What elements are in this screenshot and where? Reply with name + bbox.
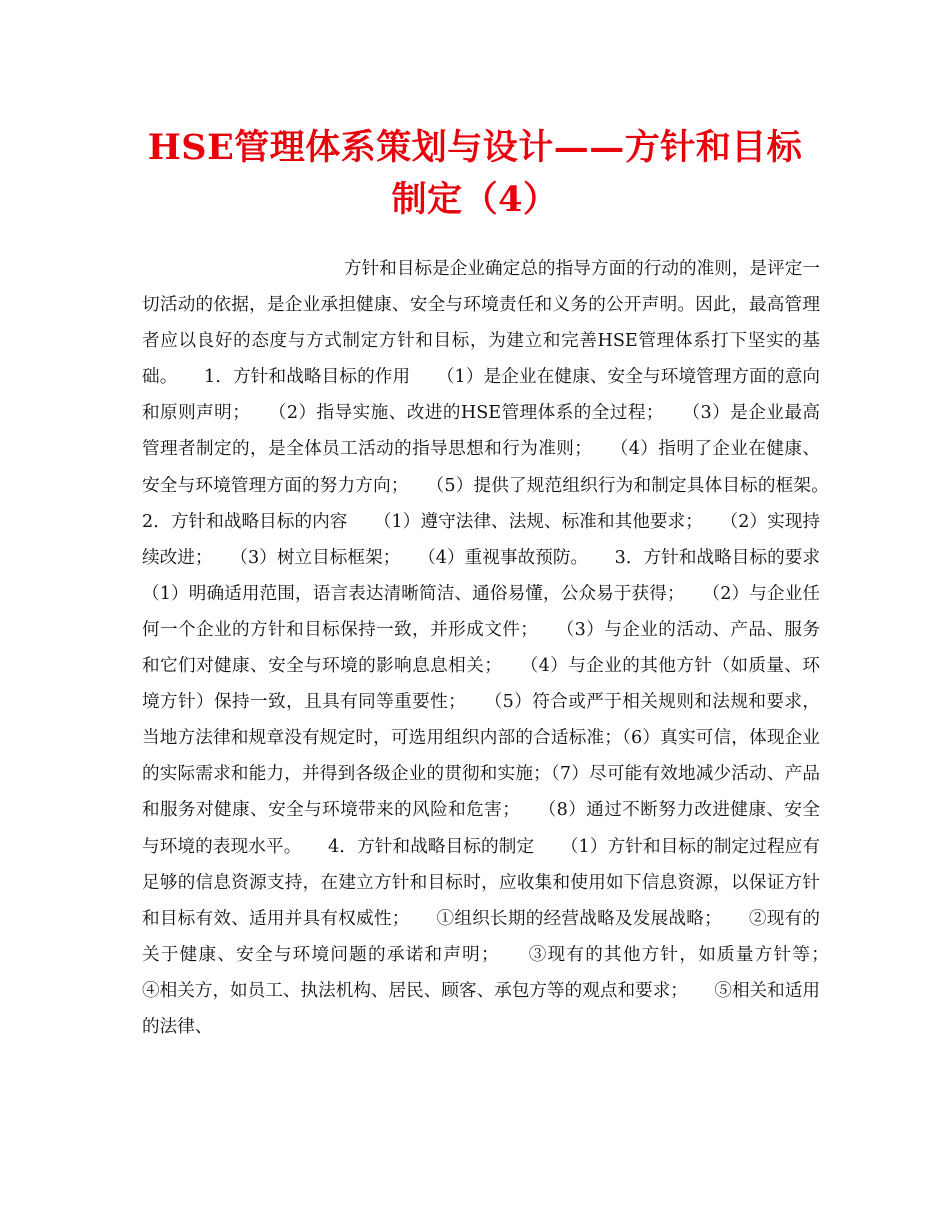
document-title: HSE管理体系策划与设计——方针和目标制定（4） [147, 127, 803, 220]
document-body: 方针和目标是企业确定总的指导方面的行动的准则，是评定一切活动的依据，是企业承担健康、安全与环境责任和义务的公开声明。因此，最高管理者应以良好的态度与方式制定方针和目标，为建立和完善HSE管理体系打下坚实的基础。 1．方针和战略目标的作用 （1）是企业在健康、安全与环境管理方面的意向和原则声明； （2）指导实施、改进的HSE管理体系的全过程； （3）是企业最高管理者制定的，是全体员工活动的指导思想和行为准则； （4）指明了企业在健康、安全与环境管理方面的努力方向； （5）提供了规范组织行为和制定具体目标的框架。 2．方针和战略目标的内容 （1）遵守法律、法规、标准和其他要求； （2）实现持续改进； （3）树立目标框架； （4）重视事故预防。 3．方针和战略目标的要求 （1）明确适用范围，语言表达清晰简洁、通俗易懂，公众易于获得； （2）与企业任何一个企业的方针和目标保持一致，并形成文件； （3）与企业的活动、产品、服务和它们对健康、安全与环境的影响息息相关； （4）与企业的其他方针（如质量、环境方针）保持一致，且具有同等重要性； （5）符合或严于相关规则和法规和要求，当地方法律和规章没有规定时，可选用组织内部的合适标准；（6）真实可信，体现企业的实际需求和能力，并得到各级企业的贯彻和实施；（7）尽可能有效地减少活动、产品和服务对健康、安全与环境带来的风险和危害； （8）通过不断努力改进健康、安全与环境的表现水平。 4．方针和战略目标的制定 （1）方针和目标的制定过程应有足够的信息资源支持，在建立方针和目标时，应收集和使用如下信息资源，以保证方针和目标有效、适用并具有权威性； ①组织长期的经营战略及发展战略； ②现有的关于健康、安全与环境问题的承诺和声明； ③现有的其他方针，如质量方针等； ④相关方，如员工、执法机构、居民、顾客、承包方等的观点和要求； ⑤相关和适用的法律、 [142, 259, 856, 1037]
